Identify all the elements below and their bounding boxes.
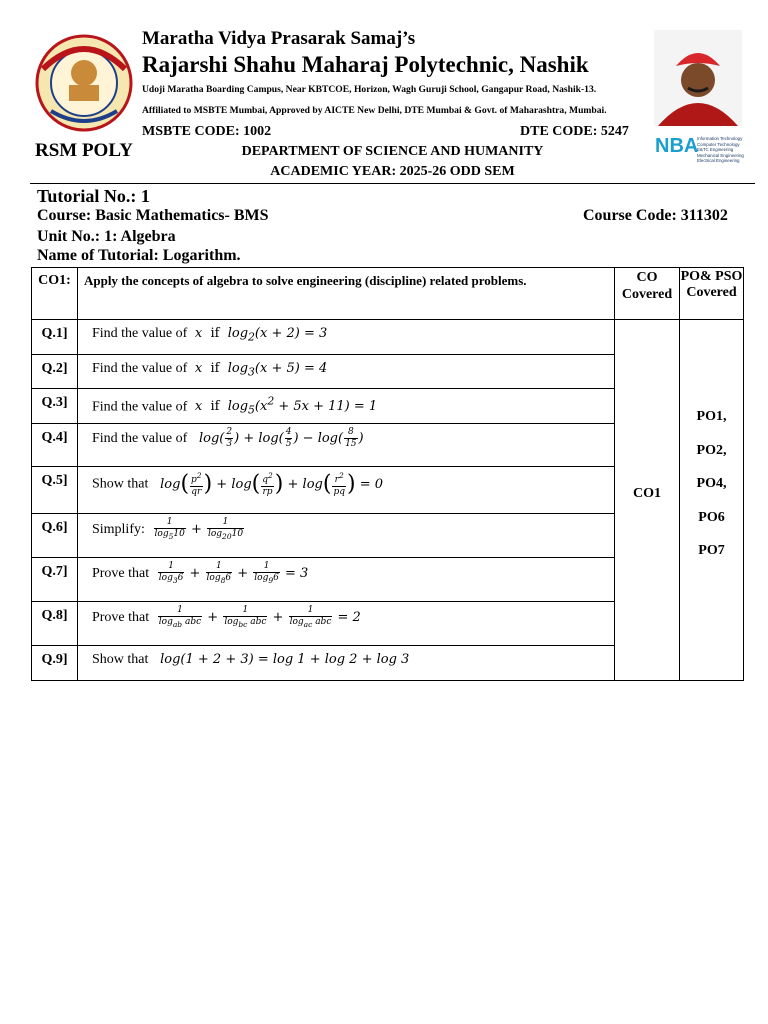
institute-logo <box>33 33 135 161</box>
question-text <box>77 320 614 355</box>
po-pso-header: PO& PSO Covered <box>680 268 744 320</box>
co-covered-value: CO1 <box>633 486 662 501</box>
question-text <box>77 558 614 602</box>
course-name: Course: Basic Mathematics- BMS <box>37 207 269 224</box>
question-lead: Find the value of <box>91 431 188 446</box>
question-math: log(1 + 2 + 3) = log 1 + log 2 + log 3 <box>151 652 410 667</box>
po-value: PO7 <box>698 543 725 558</box>
question-text <box>77 514 614 558</box>
nba-program: Information Technology <box>697 136 743 141</box>
question-lead: Show that <box>91 652 149 667</box>
co-covered-header: CO Covered <box>615 268 680 320</box>
nba-program: Computer Technology <box>697 141 740 147</box>
question-lead: Find the value of <box>91 326 188 341</box>
question-math: $\frac{1}{\log_510}$ + $\frac{1}{\log_{20}10}$ <box>154 517 244 541</box>
question-number: Q.5] <box>32 467 78 514</box>
question-number: Q.7] <box>32 558 78 602</box>
question-math: log( $\frac{p^2}{qr}$ ) + log( $\frac{q^2}{rp}$ ) + log( $\frac{r^2}{pq}$ ) = 0 <box>151 471 383 497</box>
co-statement: Apply the concepts of algebra to solve engineering (discipline) related problems. <box>77 268 614 320</box>
co-label: CO1: <box>32 268 78 320</box>
question-lead: Prove that <box>91 609 150 625</box>
question-lead: Prove that <box>91 565 150 581</box>
question-math: x if $\log_3(x + 5) = 4$ <box>190 361 328 379</box>
logo-text: RSM POLY <box>34 140 133 161</box>
question-text <box>77 646 614 681</box>
po-value: PO1, <box>696 409 727 424</box>
tutorial-name: Name of Tutorial: Logarithm. <box>37 247 241 264</box>
po-value: PO2, <box>696 442 727 458</box>
question-text <box>77 467 614 514</box>
academic-year: ACADEMIC YEAR: 2025-26 ODD SEM <box>270 164 515 179</box>
question-lead: Find the value of <box>91 399 188 415</box>
question-lead: Show that <box>91 476 149 492</box>
question-text <box>77 355 614 389</box>
header-divider <box>30 183 755 184</box>
nba-program: E&TC Engineering <box>697 147 734 153</box>
nba-programs <box>697 136 744 164</box>
department: DEPARTMENT OF SCIENCE AND HUMANITY <box>241 144 544 159</box>
founder-portrait <box>654 30 742 126</box>
address: Udoji Maratha Boarding Campus, Near KBTCOE, Horizon, Wagh Guruji School, Gangapur Road, Nashik-13. <box>142 84 597 95</box>
question-number: Q.2] <box>32 355 78 389</box>
nba-program: Mechanical Engineering <box>697 152 744 158</box>
question-lead: Simplify: <box>91 521 145 537</box>
tutorial-table <box>31 267 744 681</box>
po-value: PO6 <box>698 509 725 525</box>
question-number: Q.6] <box>32 514 78 558</box>
co-header-row <box>32 268 744 320</box>
po-value: PO4, <box>696 476 727 491</box>
affiliation: Affiliated to MSBTE Mumbai, Approved by AICTE New Delhi, DTE Mumbai & Govt. of Maharashtra, Mumbai. <box>142 105 607 116</box>
nba-program: Electrical Engineering <box>697 158 740 164</box>
question-number: Q.3] <box>32 389 78 424</box>
question-math: $\frac{1}{\log_36}$ + $\frac{1}{\log_86}$ + $\frac{1}{\log_96}$ = 3 <box>158 561 309 585</box>
msbte-code: MSBTE CODE: 1002 <box>142 124 272 139</box>
question-math: log( $\frac{2}{3}$ ) + log( $\frac{4}{5}$ ) − log( $\frac{8}{15}$ ) <box>190 427 364 449</box>
question-number: Q.4] <box>32 424 78 467</box>
question-text <box>77 424 614 467</box>
question-number: Q.9] <box>32 646 78 681</box>
dte-code: DTE CODE: 5247 <box>520 124 629 139</box>
question-row <box>32 320 744 355</box>
unit-number: Unit No.: 1: Algebra <box>37 228 176 245</box>
institute-name: Rajarshi Shahu Maharaj Polytechnic, Nashik <box>142 52 589 77</box>
nba-text: NBA <box>655 135 699 157</box>
question-lead: Find the value of <box>91 361 188 376</box>
co-covered-cell <box>615 320 680 681</box>
question-number: Q.8] <box>32 602 78 646</box>
tutorial-number: Tutorial No.: 1 <box>37 186 150 206</box>
question-text <box>77 389 614 424</box>
question-math: $\frac{1}{\log_{ab} abc}$ + $\frac{1}{\log_{bc} abc}$ + $\frac{1}{\log_{ac} abc}$ = 2 <box>158 605 361 629</box>
question-math: x if $\log_2(x + 2) = 3$ <box>190 326 328 344</box>
po-covered-cell <box>680 320 744 681</box>
question-math: x if $\log_5(x^2 + 5x + 11) = 1$ <box>190 395 378 417</box>
course-code: Course Code: 311302 <box>583 207 728 224</box>
nba-logo <box>655 135 755 173</box>
society-name: Maratha Vidya Prasarak Samaj’s <box>142 28 416 49</box>
question-text <box>77 602 614 646</box>
question-number: Q.1] <box>32 320 78 355</box>
